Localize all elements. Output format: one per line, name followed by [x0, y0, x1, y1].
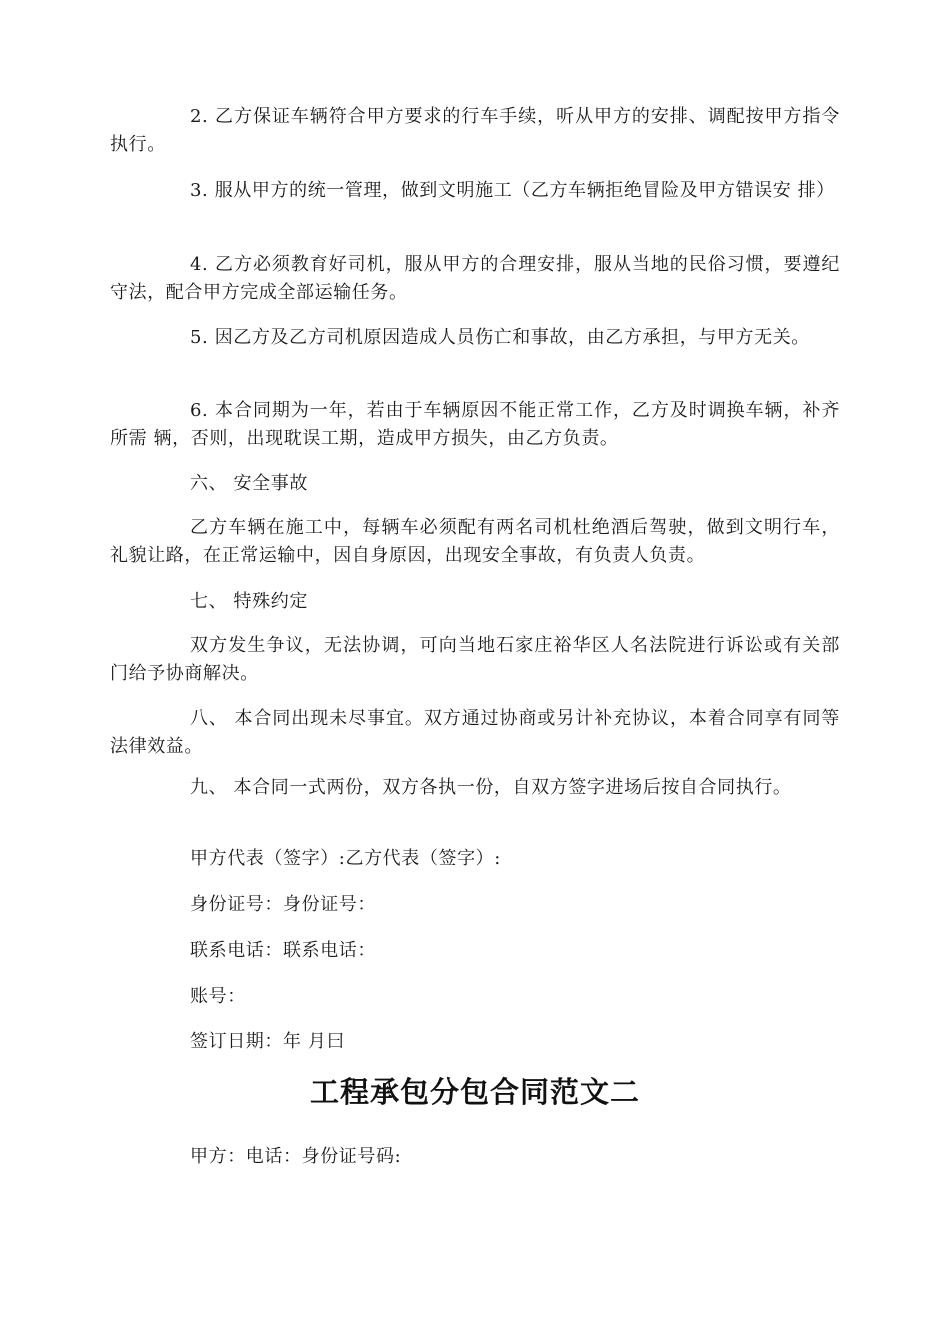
- document-title: 工程承包分包合同范文二: [309, 1075, 640, 1109]
- section-6-title: 六、 安全事故: [190, 473, 308, 494]
- section-7-body: 双方发生争议，无法协调，可向当地石家庄裕华区人名法院进行诉讼或有关部门给予协商解决。: [110, 635, 840, 684]
- account-line: 账号：: [190, 986, 246, 1007]
- party-a-line: 甲方：电话：身份证号码:: [190, 1146, 402, 1167]
- clause-6: 6. 本合同期为一年，若由于车辆原因不能正常工作，乙方及时调换车辆，补齐所需 辆，否则，出现耽误工期，造成甲方损失，由乙方负责。: [110, 400, 840, 449]
- clause-5: 5. 因乙方及乙方司机原因造成人员伤亡和事故，由乙方承担，与甲方无关。: [190, 327, 810, 348]
- signature-line: 甲方代表（签字）:乙方代表（签字）:: [190, 848, 501, 869]
- section-9: 九、 本合同一式两份，双方各执一份，自双方签字进场后按自合同执行。: [190, 777, 792, 798]
- clause-4: 4. 乙方必须教育好司机，服从甲方的合理安排，服从当地的民俗习惯，要遵纪守法，配合甲方完成全部运输任务。: [110, 254, 840, 303]
- clause-2: 2. 乙方保证车辆符合甲方要求的行车手续，听从甲方的安排、调配按甲方指令执行。: [110, 106, 840, 155]
- section-7-title: 七、 特殊约定: [190, 591, 308, 612]
- section-6-body: 乙方车辆在施工中，每辆车必须配有两名司机杜绝酒后驾驶，做到文明行车，礼貌让路，在正常运输中，因自身原因，出现安全事故，有负责人负责。: [110, 517, 840, 566]
- clause-3: 3. 服从甲方的统一管理，做到文明施工（乙方车辆拒绝冒险及甲方错误安 排）: [190, 180, 835, 201]
- phone-line: 联系电话：联系电话：: [190, 940, 376, 961]
- section-8: 八、 本合同出现未尽事宜。双方通过协商或另计补充协议，本着合同享有同等法律效益。: [110, 708, 840, 757]
- id-number-line: 身份证号：身份证号：: [190, 894, 376, 915]
- sign-date-line: 签订日期：年 月曰: [190, 1031, 346, 1052]
